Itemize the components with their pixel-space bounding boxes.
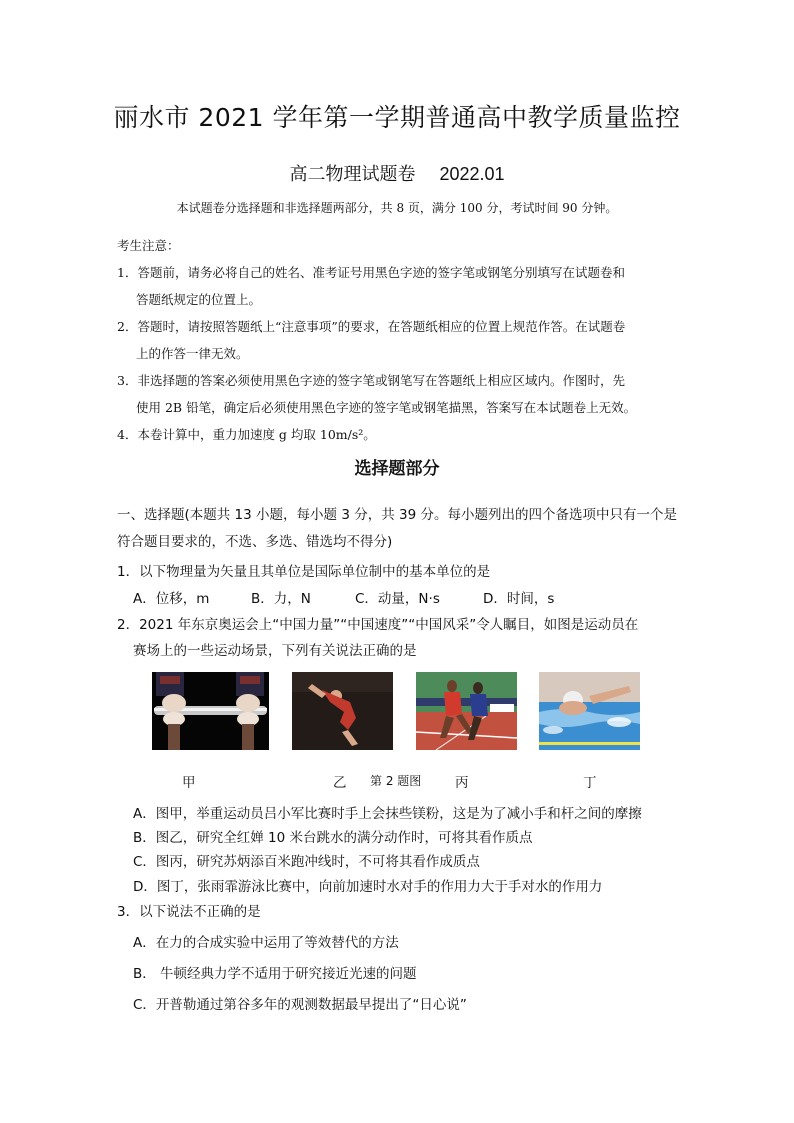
notice-item-1-line-2: 答题纸规定的位置上。 [136, 292, 262, 307]
figure-caption: 第 2 题图 [370, 774, 422, 788]
photo-caption-bing: 丙 [455, 775, 469, 791]
question-3-option-c: C．开普勒通过第谷多年的观测数据最早提出了“日心说” [133, 997, 467, 1013]
diving-photo [292, 672, 393, 750]
question-3-stem: 3．以下说法不正确的是 [117, 904, 261, 920]
question-1-stem: 1．以下物理量为矢量且其单位是国际单位制中的基本单位的是 [117, 564, 491, 580]
gymnastics-bar-icon [152, 672, 269, 750]
notice-item-4: 4．本卷计算中，重力加速度 g 均取 10m/s²。 [117, 427, 376, 442]
question-3-option-a: A．在力的合成实验中运用了等效替代的方法 [133, 935, 399, 951]
question-2-option-d: D．图丁，张雨霏游泳比赛中，向前加速时水对手的作用力大于手对水的作用力 [133, 879, 603, 895]
part1-heading-line-2: 符合题目要求的，不选、多选、错选均不得分) [117, 534, 393, 550]
diver-icon [292, 672, 393, 750]
question-2-stem-line-2: 赛场上的一些运动场景，下列有关说法正确的是 [133, 643, 417, 659]
page-title: 丽水市 2021 学年第一学期普通高中教学质量监控 [113, 103, 681, 132]
photo-caption-yi: 乙 [333, 775, 347, 791]
subject-title: 高二物理试题卷 [289, 164, 416, 185]
photo-caption-ding: 丁 [583, 775, 597, 791]
question-1-option-d: D．时间，s [483, 591, 555, 607]
swimmer-icon [539, 672, 640, 750]
section-title: 选择题部分 [354, 459, 440, 479]
notice-heading: 考生注意： [117, 238, 180, 253]
notice-item-3-line-2: 使用 2B 铅笔，确定后必须使用黑色字迹的签字笔或钢笔描黑，答案写在本试题卷上无效。 [136, 400, 637, 415]
question-1-option-c: C．动量，N·s [355, 591, 440, 607]
question-2-option-a: A．图甲，举重运动员吕小军比赛时手上会抹些镁粉，这是为了减小手和杆之间的摩擦 [133, 806, 642, 822]
exam-subtitle [0, 160, 794, 186]
photo-caption-jia: 甲 [182, 775, 196, 791]
notice-item-2-line-2: 上的作答一律无效。 [136, 346, 249, 361]
question-1-option-a: A．位移，m [133, 591, 210, 607]
sprint-photo [416, 672, 517, 750]
part1-heading-line-1: 一、选择题(本题共 13 小题，每小题 3 分，共 39 分。每小题列出的四个备选项中只有一个是 [117, 507, 677, 523]
notice-item-3-line-1: 3．非选择题的答案必须使用黑色字迹的签字笔或钢笔写在答题纸上相应区域内。作图时，先 [117, 373, 625, 388]
question-1-option-b: B．力，N [251, 591, 311, 607]
question-2-stem-line-1: 2．2021 年东京奥运会上“中国力量”“中国速度”“中国风采”令人瞩目，如图是运动员在 [117, 617, 639, 633]
notice-item-2-line-1: 2．答题时，请按照答题纸上“注意事项”的要求，在答题纸相应的位置上规范作答。在试题卷 [117, 319, 626, 334]
sprinter-icon [416, 672, 517, 750]
notice-item-1-line-1: 1．答题前，请务必将自己的姓名、准考证号用黑色字迹的签字笔或钢笔分别填写在试题卷和 [117, 265, 625, 280]
question-2-option-b: B．图乙，研究全红婵 10 米台跳水的满分动作时，可将其看作质点 [133, 830, 533, 846]
exam-intro: 本试题卷分选择题和非选择题两部分，共 8 页，满分 100 分，考试时间 90 分钟。 [176, 201, 618, 215]
question-3-option-b: B． 牛顿经典力学不适用于研究接近光速的问题 [133, 966, 417, 982]
exam-date: 2022.01 [439, 164, 505, 184]
question-2-option-c: C．图丙，研究苏炳添百米跑冲线时，不可将其看作成质点 [133, 854, 480, 870]
swimming-photo [539, 672, 640, 750]
gymnastics-bar-photo [152, 672, 269, 750]
